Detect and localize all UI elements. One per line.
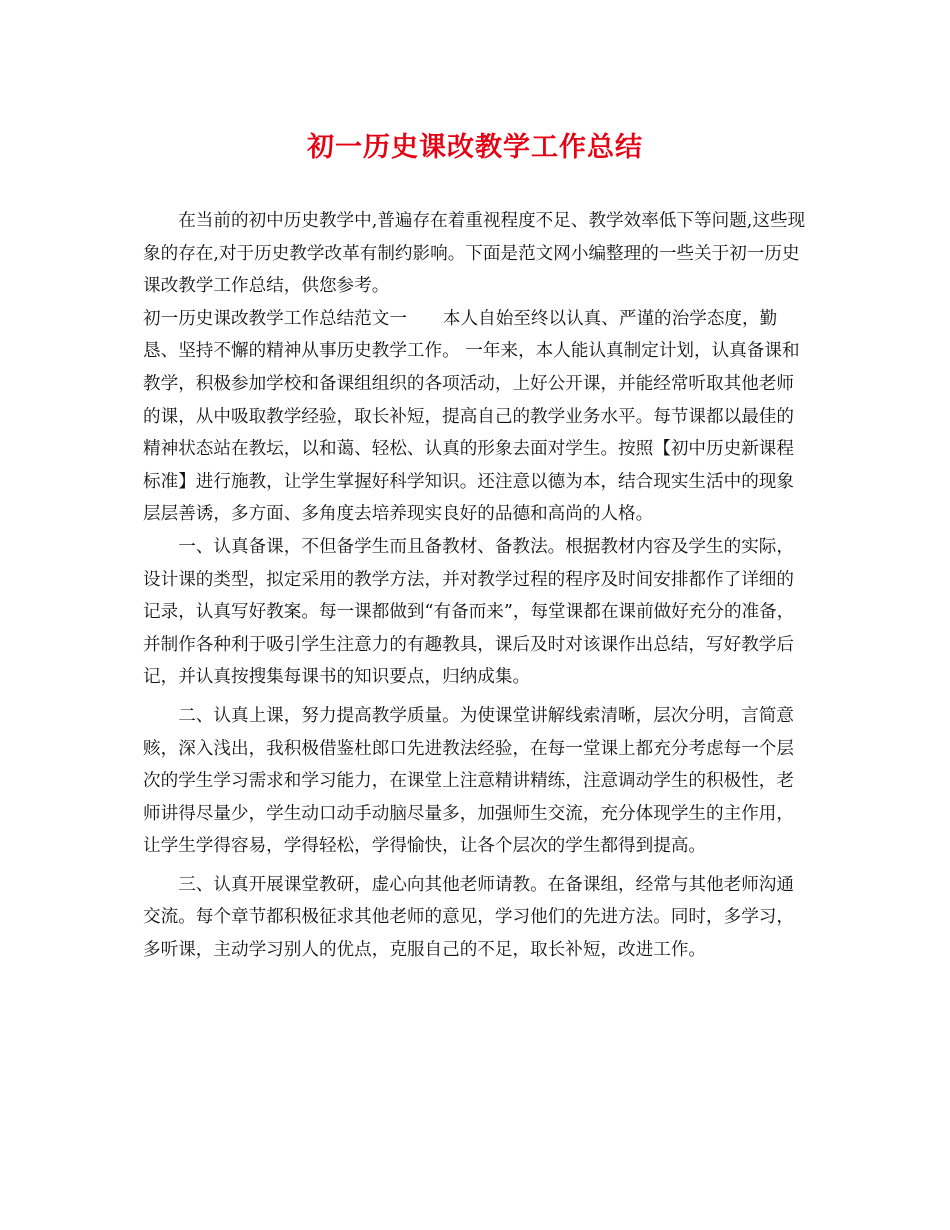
sample-heading: 初一历史课改教学工作总结范文一 xyxy=(143,308,407,329)
paragraph-teaching: 二、认真上课，努力提高教学质量。为使课堂讲解线索清晰，层次分明，言简意赅，深入浅出，我积极借鉴杜郎口先进教法经验，在每一堂课上都充分考虑每一个层次的学生学习需求和学习能力，在课堂上注意精讲精练，注意调动学生的积极性，老师讲得尽量少，学生动口动手动脑尽量多，加强师生交流，充分体现学生的主作用，让学生学得容易，学得轻松，学得愉快，让各个层次的学生都得到提高。 xyxy=(143,705,794,857)
document-title: 初一历史课改教学工作总结 xyxy=(307,132,643,163)
sample-paragraph xyxy=(143,303,808,531)
sample-body: 本人自始至终以认真、严谨的治学态度，勤恳、坚持不懈的精神从事历史教学工作。 一年来，本人能认真制定计划，认真备课和教学，积极参加学校和备课组组织的各项活动，上好公开课，并能经常听取其他老师的课，从中吸取教学经验，取长补短，提高自己的教学业务水平。每节课都以最佳的精神状态站在教坛，以和蔼、轻松、认真的形象去面对学生。按照【初中历史新课程标准】进行施教，让学生掌握好科学知识。还注意以德为本，结合现实生活中的现象层层善诱，多方面、多角度去培养现实良好的品德和高尚的人格。 xyxy=(143,308,800,525)
intro-paragraph: 在当前的初中历史教学中,普遍存在着重视程度不足、教学效率低下等问题,这些现象的存在,对于历史教学改革有制约影响。下面是范文网小编整理的一些关于初一历史课改教学工作总结，供您参考。 xyxy=(143,211,806,297)
document-body xyxy=(143,205,808,967)
paragraph-research: 三、认真开展课堂教研，虚心向其他老师请教。在备课组，经常与其他老师沟通交流。每个章节都积极征求其他老师的意见，学习他们的先进方法。同时，多学习，多听课，主动学习别人的优点，克服自己的不足，取长补短，改进工作。 xyxy=(143,874,794,961)
paragraph-preparation: 一、认真备课，不但备学生而且备教材、备教法。根据教材内容及学生的实际，设计课的类型，拟定采用的教学方法，并对教学过程的程序及时间安排都作了详细的记录，认真写好教案。每一课都做到“有备而来”，每堂课都在课前做好充分的准备，并制作各种利于吸引学生注意力的有趣教具，课后及时对该课作出总结，写好教学后记，并认真按搜集每课书的知识要点，归纳成集。 xyxy=(143,536,795,688)
